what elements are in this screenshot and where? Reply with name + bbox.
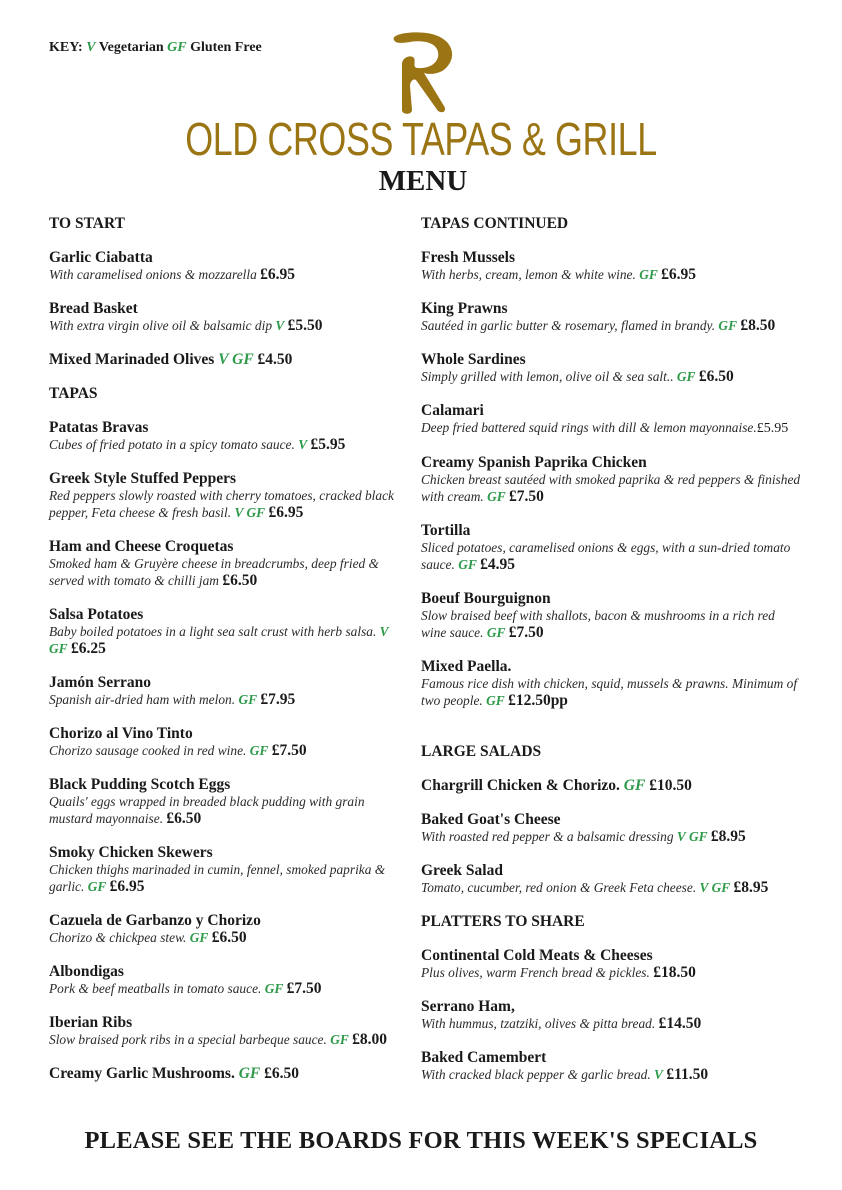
item-price: £6.25	[70, 640, 106, 657]
menu-item-cazuela-de-garbanzo-y-chorizo	[49, 912, 399, 946]
item-price: £6.95	[109, 878, 145, 895]
item-name: Mixed Marinaded Olives V GF £4.50	[49, 351, 293, 368]
item-name: Continental Cold Meats & Cheeses	[421, 947, 653, 964]
menu-item-baked-camembert	[421, 1049, 801, 1083]
item-price: £6.95	[268, 504, 304, 521]
key-label: KEY:	[49, 40, 83, 55]
item-name: Ham and Cheese Croquetas	[49, 538, 234, 555]
item-price: £5.50	[287, 317, 323, 334]
dietary-tag: V GF	[676, 829, 708, 844]
section-title-to-start: TO START	[49, 215, 125, 232]
item-price: £7.95	[260, 691, 296, 708]
menu-item-creamy-garlic-mushrooms	[49, 1065, 399, 1082]
dietary-tag: GF	[189, 930, 209, 945]
item-price: £6.50	[222, 572, 258, 589]
item-name: Smoky Chicken Skewers	[49, 844, 213, 861]
dietary-tag: V	[654, 1067, 663, 1082]
item-name: Creamy Spanish Paprika Chicken	[421, 454, 647, 471]
menu-item-ham-and-cheese-croquetas	[49, 538, 399, 589]
restaurant-name: OLD CROSS TAPAS & GRILL	[185, 113, 657, 165]
dietary-tag: V GF	[218, 351, 254, 368]
item-name: Baked Goat's Cheese	[421, 811, 561, 828]
item-price: £6.95	[260, 266, 296, 283]
item-price: £6.50	[264, 1065, 300, 1082]
item-description: Slow braised pork ribs in a special barbeque sauce. GF £8.00	[49, 1031, 388, 1048]
menu-item-calamari	[421, 402, 801, 437]
item-name: Greek Style Stuffed Peppers	[49, 470, 236, 487]
item-name: Whole Sardines	[421, 351, 526, 368]
item-price: £7.50	[509, 488, 544, 505]
item-name: Tortilla	[421, 522, 471, 539]
item-name: Black Pudding Scotch Eggs	[49, 776, 231, 793]
item-price: £18.50	[653, 964, 696, 981]
dietary-tag: GF	[249, 743, 269, 758]
item-price: £6.50	[166, 810, 202, 827]
item-description: Baby boiled potatoes in a light sea salt crust with herb salsa. V GF £6.25	[49, 624, 389, 657]
item-description: Tomato, cucumber, red onion & Greek Feta cheese. V GF £8.95	[421, 879, 769, 896]
item-description: Sautéed in garlic butter & rosemary, flamed in brandy. GF £8.50	[421, 317, 776, 334]
item-price: £8.50	[740, 317, 776, 334]
dietary-tag: GF	[264, 981, 284, 996]
item-name: Albondigas	[49, 963, 124, 980]
menu-item-whole-sardines	[421, 351, 801, 385]
item-price: £4.95	[480, 556, 516, 573]
menu-item-chorizo-al-vino-tinto	[49, 725, 399, 759]
dietary-tag: GF	[238, 692, 258, 707]
dietary-tag: GF	[639, 267, 658, 282]
item-description: Smoked ham & Gruyère cheese in breadcrumbs, deep fried & served with tomato & chilli jam £6.50	[49, 556, 379, 589]
item-description: With cracked black pepper & garlic bread. V £11.50	[421, 1066, 709, 1083]
item-description: Chorizo sausage cooked in red wine. GF £7.50	[49, 742, 307, 759]
item-price: £5.95	[310, 436, 346, 453]
item-price: £14.50	[658, 1015, 702, 1032]
item-description: With herbs, cream, lemon & white wine. GF £6.95	[421, 266, 697, 283]
item-name: King Prawns	[421, 300, 508, 317]
dietary-tag: V	[298, 437, 308, 452]
item-description: With hummus, tzatziki, olives & pitta bread. £14.50	[421, 1015, 702, 1032]
key-gluten-free-label: Gluten Free	[190, 40, 262, 55]
menu-item-jam-n-serrano	[49, 674, 399, 708]
item-price: £5.95	[756, 421, 789, 436]
menu-item-greek-style-stuffed-peppers	[49, 470, 399, 521]
menu-item-albondigas	[49, 963, 399, 997]
item-description: Pork & beef meatballs in tomato sauce. GF £7.50	[49, 980, 322, 997]
item-description: Famous rice dish with chicken, squid, mussels & prawns. Minimum of two people. GF £12.50pp	[421, 676, 798, 709]
menu-item-patatas-bravas	[49, 419, 399, 453]
item-price: £6.50	[698, 368, 734, 385]
item-price: £8.95	[733, 879, 769, 896]
dietary-tag: GF	[238, 1065, 261, 1082]
item-price: £8.00	[352, 1031, 388, 1048]
dietary-tag: GF	[486, 693, 505, 708]
item-price: £6.95	[661, 266, 697, 283]
key-vegetarian-tag: V	[86, 40, 96, 55]
key-gluten-free-tag: GF	[167, 40, 187, 55]
item-description: Quails' eggs wrapped in breaded black pudding with grain mustard mayonnaise. £6.50	[49, 794, 365, 827]
dietary-tag: GF	[330, 1032, 349, 1047]
item-name: Mixed Paella.	[421, 658, 512, 675]
item-name: Boeuf Bourguignon	[421, 590, 551, 607]
item-price: £6.50	[211, 929, 247, 946]
item-name: Chargrill Chicken & Chorizo. GF £10.50	[421, 777, 692, 794]
dietary-tag: V GF	[234, 505, 266, 520]
menu-item-serrano-ham	[421, 998, 801, 1032]
specials-footer: PLEASE SEE THE BOARDS FOR THIS WEEK'S SPECIALS	[84, 1127, 758, 1154]
item-description: Chicken breast sautéed with smoked paprika & red peppers & finished with cream. GF £7.50	[421, 472, 801, 505]
item-name: Salsa Potatoes	[49, 606, 144, 623]
menu-item-bread-basket	[49, 300, 399, 334]
item-description: Slow braised beef with shallots, bacon & mushrooms in a rich red wine sauce. GF £7.50	[421, 608, 775, 641]
item-description: Plus olives, warm French bread & pickles. £18.50	[421, 964, 696, 981]
dietary-tag: V GF	[699, 880, 731, 895]
menu-item-mixed-marinaded-olives	[49, 351, 399, 368]
right-column	[421, 215, 801, 1100]
menu-item-king-prawns	[421, 300, 801, 334]
menu-item-boeuf-bourguignon	[421, 590, 801, 641]
menu-item-baked-goat-s-cheese	[421, 811, 801, 845]
section-title-tapas-continued: TAPAS CONTINUED	[421, 215, 569, 232]
item-description: Deep fried battered squid rings with dill & lemon mayonnaise.£5.95	[421, 420, 789, 436]
item-description: Simply grilled with lemon, olive oil & sea salt.. GF £6.50	[421, 368, 734, 385]
item-description: Cubes of fried potato in a spicy tomato sauce. V £5.95	[49, 436, 346, 453]
item-name: Garlic Ciabatta	[49, 249, 153, 266]
menu-item-fresh-mussels	[421, 249, 801, 283]
section-title-large-salads: LARGE SALADS	[421, 743, 542, 760]
item-description: With extra virgin olive oil & balsamic dip V £5.50	[49, 317, 323, 334]
item-name: Cazuela de Garbanzo y Chorizo	[49, 912, 261, 929]
dietary-tag: GF	[718, 318, 738, 333]
menu-item-salsa-potatoes	[49, 606, 399, 657]
item-name: Bread Basket	[49, 300, 138, 317]
item-price: £11.50	[666, 1066, 709, 1083]
menu-item-mixed-paella	[421, 658, 801, 709]
dietary-tag: GF	[87, 879, 107, 894]
item-name: Baked Camembert	[421, 1049, 547, 1066]
dietary-tag: GF	[458, 557, 477, 572]
item-name: Creamy Garlic Mushrooms. GF £6.50	[49, 1065, 300, 1082]
item-name: Calamari	[421, 402, 484, 419]
item-name: Serrano Ham,	[421, 998, 515, 1015]
item-name: Patatas Bravas	[49, 419, 149, 436]
item-name: Fresh Mussels	[421, 249, 516, 266]
menu-item-creamy-spanish-paprika-chicken	[421, 454, 801, 505]
menu-item-iberian-ribs	[49, 1014, 399, 1048]
left-column	[49, 215, 399, 1099]
item-price: £12.50pp	[508, 692, 568, 709]
item-price: £4.50	[257, 351, 293, 368]
item-description: Spanish air-dried ham with melon. GF £7.95	[49, 691, 296, 708]
r-monogram-logo-icon	[380, 30, 460, 116]
item-description: Chicken thighs marinaded in cumin, fennel, smoked paprika & garlic. GF £6.95	[49, 862, 386, 895]
item-separator: .	[616, 777, 624, 794]
item-description: With caramelised onions & mozzarella £6.95	[49, 266, 296, 283]
item-name: Chorizo al Vino Tinto	[49, 725, 193, 742]
menu-item-continental-cold-meats-cheeses	[421, 947, 801, 981]
item-price: £8.95	[710, 828, 746, 845]
section-title-platters-to-share: PLATTERS TO SHARE	[421, 913, 585, 930]
menu-item-black-pudding-scotch-eggs	[49, 776, 399, 827]
menu-title: MENU	[378, 165, 468, 197]
section-spacer	[421, 726, 801, 743]
dietary-tag: GF	[676, 369, 696, 384]
menu-item-smoky-chicken-skewers	[49, 844, 399, 895]
item-price: £10.50	[649, 777, 692, 794]
item-description: With roasted red pepper & a balsamic dressing V GF £8.95	[421, 828, 746, 845]
dietary-tag: V	[275, 318, 285, 333]
item-price: £7.50	[286, 980, 322, 997]
dietary-tag: GF	[623, 777, 646, 794]
key-vegetarian-label: Vegetarian	[98, 40, 164, 55]
item-name: Greek Salad	[421, 862, 503, 879]
section-title-tapas: TAPAS	[49, 385, 98, 402]
menu-item-greek-salad	[421, 862, 801, 896]
item-description: Red peppers slowly roasted with cherry tomatoes, cracked black pepper, Feta cheese & fresh basil. V GF £6.95	[49, 488, 394, 521]
item-price: £7.50	[508, 624, 544, 641]
menu-item-tortilla	[421, 522, 801, 573]
item-description: Sliced potatoes, caramelised onions & eggs, with a sun-dried tomato sauce. GF £4.95	[421, 540, 791, 573]
item-price: £7.50	[271, 742, 307, 759]
item-name: Iberian Ribs	[49, 1014, 133, 1031]
item-description: Chorizo & chickpea stew. GF £6.50	[49, 929, 247, 946]
dietary-tag: V GF	[49, 624, 389, 656]
menu-item-chargrill-chicken-chorizo	[421, 777, 801, 794]
dietary-key	[49, 40, 262, 56]
item-name: Jamón Serrano	[49, 674, 152, 691]
dietary-tag: GF	[486, 625, 506, 640]
dietary-tag: GF	[487, 489, 506, 504]
menu-item-garlic-ciabatta	[49, 249, 399, 283]
